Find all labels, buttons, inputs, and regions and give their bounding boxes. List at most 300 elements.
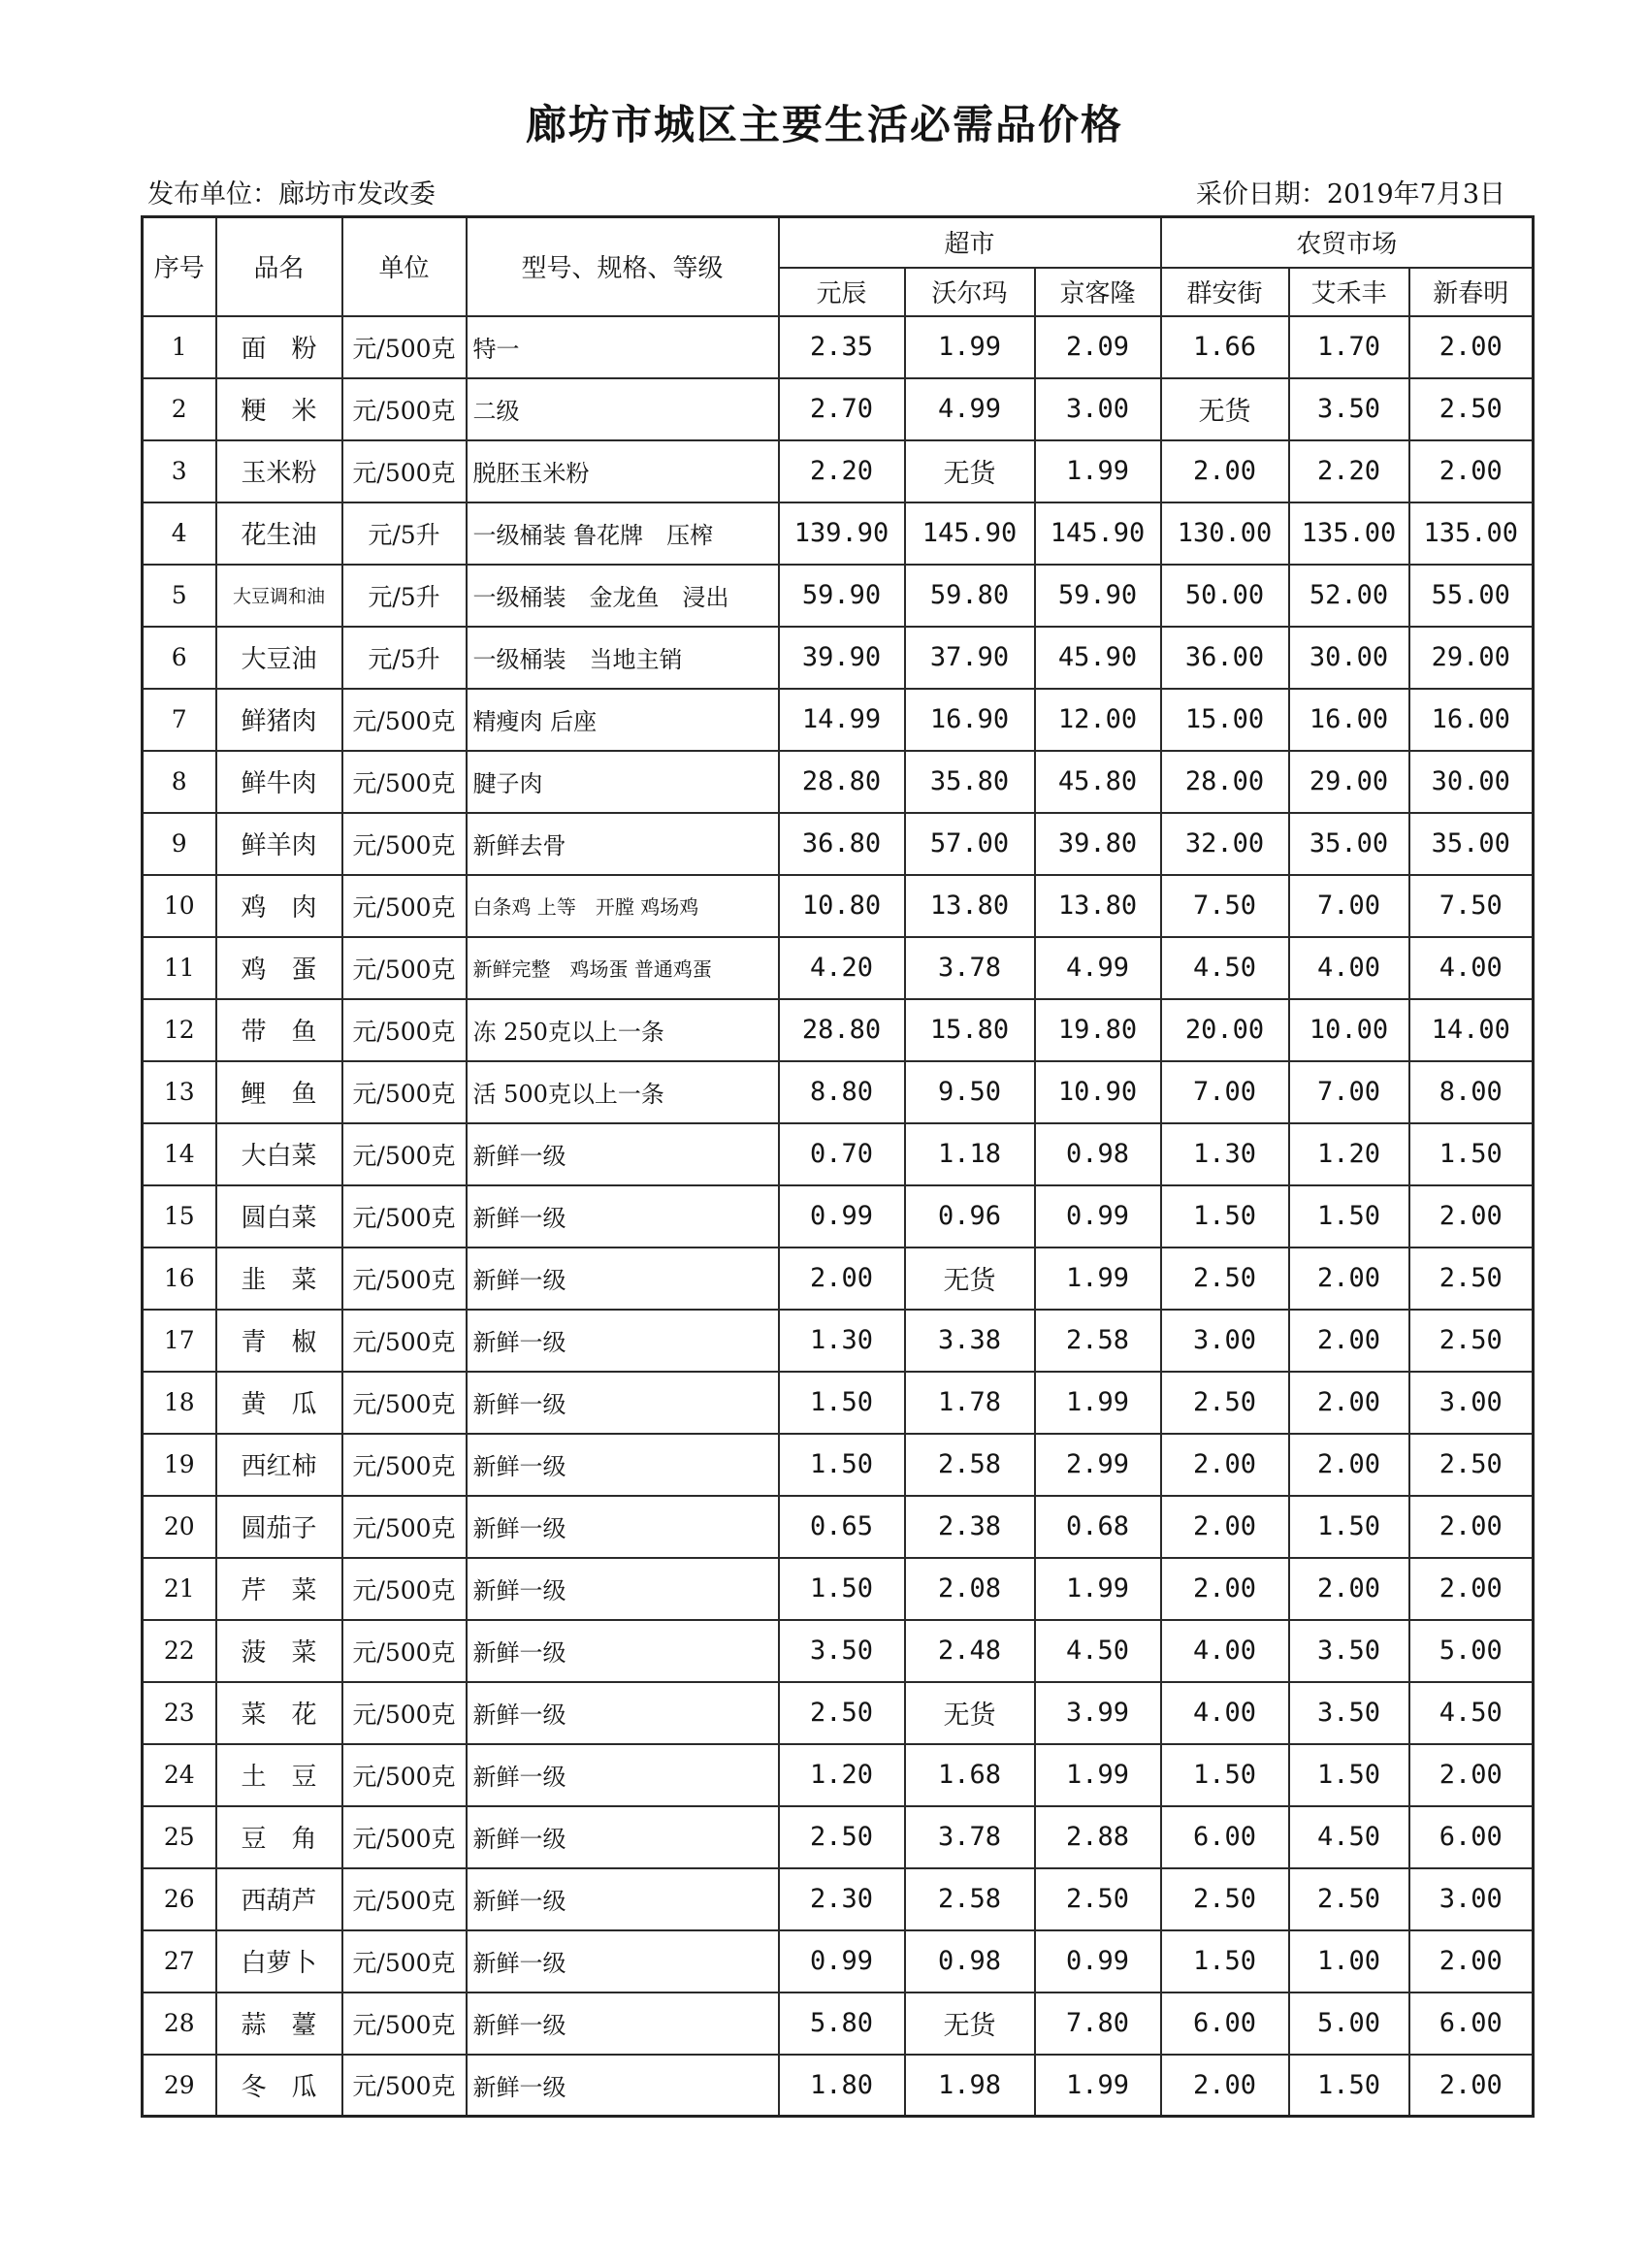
price-cell: 2.00 (1289, 1558, 1409, 1620)
table-row (143, 937, 1534, 999)
item-name: 冬 瓜 (216, 2055, 342, 2117)
item-spec: 新鲜一级 (467, 1372, 779, 1434)
price-cell: 130.00 (1161, 502, 1289, 565)
document-title: 廊坊市城区主要生活必需品价格 (525, 101, 1123, 148)
item-name: 豆 角 (216, 1806, 342, 1868)
price-cell: 59.80 (905, 565, 1035, 627)
price-cell: 2.20 (779, 440, 905, 502)
item-name: 大豆油 (216, 627, 342, 689)
price-cell: 3.78 (905, 1806, 1035, 1868)
item-spec: 一级桶装 金龙鱼 浸出 (467, 565, 779, 627)
table-row (143, 999, 1534, 1061)
item-name: 鸡 蛋 (216, 937, 342, 999)
price-cell: 2.09 (1035, 316, 1161, 378)
price-cell: 15.80 (905, 999, 1035, 1061)
item-spec: 新鲜一级 (467, 1806, 779, 1868)
price-cell: 3.50 (1289, 1682, 1409, 1744)
price-cell: 7.00 (1289, 875, 1409, 937)
item-spec: 新鲜一级 (467, 1558, 779, 1620)
item-name: 鲜猪肉 (216, 689, 342, 751)
price-cell: 2.00 (1289, 1247, 1409, 1310)
item-name: 韭 菜 (216, 1247, 342, 1310)
price-cell: 52.00 (1289, 565, 1409, 627)
price-cell: 1.50 (1161, 1744, 1289, 1806)
price-cell: 4.99 (905, 378, 1035, 440)
price-cell: 4.00 (1161, 1620, 1289, 1682)
header-farmers-market-group: 农贸市场 (1161, 217, 1534, 268)
price-cell: 1.68 (905, 1744, 1035, 1806)
row-index: 10 (143, 875, 216, 937)
price-cell: 2.38 (905, 1496, 1035, 1558)
row-index: 27 (143, 1930, 216, 1993)
price-cell: 7.50 (1161, 875, 1289, 937)
price-cell: 13.80 (905, 875, 1035, 937)
price-cell: 2.50 (1035, 1868, 1161, 1930)
table-row (143, 1434, 1534, 1496)
price-cell: 37.90 (905, 627, 1035, 689)
price-cell: 1.50 (1289, 1496, 1409, 1558)
table-row (143, 1185, 1534, 1247)
item-spec: 脱胚玉米粉 (467, 440, 779, 502)
item-name: 圆茄子 (216, 1496, 342, 1558)
item-unit: 元/500克 (342, 1123, 467, 1185)
price-cell: 无货 (905, 1682, 1035, 1744)
table-row (143, 1372, 1534, 1434)
table-row (143, 1868, 1534, 1930)
price-cell: 145.90 (1035, 502, 1161, 565)
price-cell: 32.00 (1161, 813, 1289, 875)
price-cell: 1.99 (1035, 1247, 1161, 1310)
row-index: 20 (143, 1496, 216, 1558)
price-cell: 0.70 (779, 1123, 905, 1185)
header-unit: 单位 (342, 217, 467, 316)
item-unit: 元/500克 (342, 689, 467, 751)
price-cell: 2.00 (1409, 1185, 1534, 1247)
price-cell: 0.96 (905, 1185, 1035, 1247)
item-name: 西葫芦 (216, 1868, 342, 1930)
item-unit: 元/500克 (342, 813, 467, 875)
price-cell: 0.99 (779, 1930, 905, 1993)
table-row (143, 1123, 1534, 1185)
price-cell: 1.30 (779, 1310, 905, 1372)
price-cell: 2.00 (1409, 1930, 1534, 1993)
item-name: 白萝卜 (216, 1930, 342, 1993)
price-cell: 2.50 (1409, 1310, 1534, 1372)
price-cell: 7.00 (1161, 1061, 1289, 1123)
row-index: 23 (143, 1682, 216, 1744)
price-cell: 3.00 (1035, 378, 1161, 440)
price-cell: 1.50 (779, 1558, 905, 1620)
price-cell: 1.50 (779, 1372, 905, 1434)
price-cell: 59.90 (1035, 565, 1161, 627)
row-index: 13 (143, 1061, 216, 1123)
price-cell: 8.80 (779, 1061, 905, 1123)
row-index: 28 (143, 1993, 216, 2055)
price-cell: 2.50 (1409, 378, 1534, 440)
item-unit: 元/500克 (342, 1930, 467, 1993)
price-cell: 8.00 (1409, 1061, 1534, 1123)
price-cell: 2.00 (1289, 1434, 1409, 1496)
price-cell: 1.50 (1289, 2055, 1409, 2117)
table-row (143, 689, 1534, 751)
price-cell: 2.00 (1161, 2055, 1289, 2117)
price-cell: 1.18 (905, 1123, 1035, 1185)
price-cell: 4.50 (1161, 937, 1289, 999)
table-row (143, 440, 1534, 502)
price-cell: 7.50 (1409, 875, 1534, 937)
price-cell: 2.00 (1161, 440, 1289, 502)
price-cell: 10.80 (779, 875, 905, 937)
publisher-label: 发布单位：廊坊市发改委 (147, 179, 436, 210)
price-cell: 5.80 (779, 1993, 905, 2055)
item-name: 青 椒 (216, 1310, 342, 1372)
item-spec: 新鲜一级 (467, 1682, 779, 1744)
price-cell: 35.80 (905, 751, 1035, 813)
row-index: 4 (143, 502, 216, 565)
price-cell: 2.50 (1289, 1868, 1409, 1930)
row-index: 7 (143, 689, 216, 751)
price-cell: 2.50 (1161, 1868, 1289, 1930)
price-cell: 36.00 (1161, 627, 1289, 689)
price-cell: 13.80 (1035, 875, 1161, 937)
price-cell: 3.00 (1409, 1868, 1534, 1930)
item-unit: 元/500克 (342, 378, 467, 440)
price-cell: 1.99 (1035, 2055, 1161, 2117)
item-spec: 特一 (467, 316, 779, 378)
price-cell: 19.80 (1035, 999, 1161, 1061)
price-cell: 39.80 (1035, 813, 1161, 875)
row-index: 5 (143, 565, 216, 627)
price-cell: 2.00 (1289, 1372, 1409, 1434)
price-cell: 3.50 (1289, 378, 1409, 440)
price-cell: 14.99 (779, 689, 905, 751)
price-cell: 135.00 (1289, 502, 1409, 565)
row-index: 29 (143, 2055, 216, 2117)
item-unit: 元/500克 (342, 1061, 467, 1123)
item-unit: 元/500克 (342, 1558, 467, 1620)
price-cell: 29.00 (1289, 751, 1409, 813)
price-cell: 3.50 (1289, 1620, 1409, 1682)
item-spec: 新鲜一级 (467, 2055, 779, 2117)
price-cell: 35.00 (1289, 813, 1409, 875)
price-cell: 6.00 (1409, 1993, 1534, 2055)
item-unit: 元/500克 (342, 1372, 467, 1434)
item-unit: 元/500克 (342, 1310, 467, 1372)
price-cell: 4.00 (1289, 937, 1409, 999)
price-cell: 39.90 (779, 627, 905, 689)
item-unit: 元/5升 (342, 502, 467, 565)
item-name: 鲜牛肉 (216, 751, 342, 813)
price-cell: 2.00 (1161, 1558, 1289, 1620)
price-cell: 2.58 (905, 1434, 1035, 1496)
price-cell: 2.48 (905, 1620, 1035, 1682)
price-cell: 4.99 (1035, 937, 1161, 999)
item-unit: 元/500克 (342, 1496, 467, 1558)
table-row (143, 316, 1534, 378)
table-row (143, 502, 1534, 565)
item-spec: 白条鸡 上等 开膛 鸡场鸡 (467, 875, 779, 937)
price-cell: 2.00 (1409, 1496, 1534, 1558)
price-cell: 3.38 (905, 1310, 1035, 1372)
item-unit: 元/500克 (342, 1682, 467, 1744)
row-index: 2 (143, 378, 216, 440)
price-cell: 2.00 (1289, 1310, 1409, 1372)
header-spec: 型号、规格、等级 (467, 217, 779, 316)
item-name: 菠 菜 (216, 1620, 342, 1682)
item-spec: 新鲜一级 (467, 1620, 779, 1682)
table-row (143, 1682, 1534, 1744)
item-name: 西红柿 (216, 1434, 342, 1496)
price-cell: 135.00 (1409, 502, 1534, 565)
price-cell: 1.30 (1161, 1123, 1289, 1185)
item-name: 大白菜 (216, 1123, 342, 1185)
item-name: 面 粉 (216, 316, 342, 378)
price-cell: 30.00 (1409, 751, 1534, 813)
price-cell: 1.99 (1035, 440, 1161, 502)
item-unit: 元/500克 (342, 1806, 467, 1868)
price-cell: 无货 (905, 440, 1035, 502)
price-cell: 28.80 (779, 999, 905, 1061)
row-index: 11 (143, 937, 216, 999)
price-cell: 1.98 (905, 2055, 1035, 2117)
header-supermarket-group: 超市 (779, 217, 1161, 268)
item-unit: 元/500克 (342, 440, 467, 502)
price-cell: 35.00 (1409, 813, 1534, 875)
item-spec: 新鲜一级 (467, 1185, 779, 1247)
price-cell: 14.00 (1409, 999, 1534, 1061)
item-unit: 元/500克 (342, 316, 467, 378)
item-spec: 新鲜一级 (467, 1434, 779, 1496)
header-market-jingkelong: 京客隆 (1035, 268, 1161, 316)
price-cell: 2.88 (1035, 1806, 1161, 1868)
price-cell: 2.00 (779, 1247, 905, 1310)
price-cell: 15.00 (1161, 689, 1289, 751)
price-cell: 57.00 (905, 813, 1035, 875)
price-cell: 2.50 (779, 1806, 905, 1868)
item-spec: 新鲜一级 (467, 1993, 779, 2055)
price-cell: 28.00 (1161, 751, 1289, 813)
price-cell: 16.90 (905, 689, 1035, 751)
header-market-yuanchen: 元辰 (779, 268, 905, 316)
table-row (143, 1744, 1534, 1806)
price-cell: 2.00 (1409, 1558, 1534, 1620)
table-row (143, 1993, 1534, 2055)
price-cell: 36.80 (779, 813, 905, 875)
row-index: 19 (143, 1434, 216, 1496)
header-market-qunanjie: 群安街 (1161, 268, 1289, 316)
price-cell: 6.00 (1161, 1806, 1289, 1868)
price-cell: 45.80 (1035, 751, 1161, 813)
row-index: 9 (143, 813, 216, 875)
row-index: 14 (143, 1123, 216, 1185)
price-cell: 2.00 (1409, 440, 1534, 502)
header-index: 序号 (143, 217, 216, 316)
item-name: 大豆调和油 (216, 565, 342, 627)
row-index: 26 (143, 1868, 216, 1930)
price-cell: 5.00 (1409, 1620, 1534, 1682)
item-unit: 元/500克 (342, 1993, 467, 2055)
price-cell: 45.90 (1035, 627, 1161, 689)
item-spec: 新鲜一级 (467, 1930, 779, 1993)
item-name: 蒜 薹 (216, 1993, 342, 2055)
item-name: 玉米粉 (216, 440, 342, 502)
price-cell: 4.00 (1161, 1682, 1289, 1744)
item-spec: 活 500克以上一条 (467, 1061, 779, 1123)
item-spec: 精瘦肉 后座 (467, 689, 779, 751)
price-cell: 7.00 (1289, 1061, 1409, 1123)
item-name: 鲤 鱼 (216, 1061, 342, 1123)
price-cell: 1.50 (1409, 1123, 1534, 1185)
price-cell: 145.90 (905, 502, 1035, 565)
price-cell: 1.50 (1289, 1185, 1409, 1247)
item-unit: 元/500克 (342, 1620, 467, 1682)
row-index: 25 (143, 1806, 216, 1868)
row-index: 16 (143, 1247, 216, 1310)
price-cell: 10.90 (1035, 1061, 1161, 1123)
item-unit: 元/500克 (342, 1434, 467, 1496)
item-spec: 二级 (467, 378, 779, 440)
item-spec: 冻 250克以上一条 (467, 999, 779, 1061)
price-cell: 4.50 (1035, 1620, 1161, 1682)
row-index: 3 (143, 440, 216, 502)
price-cell: 2.50 (1161, 1247, 1289, 1310)
table-row (143, 1930, 1534, 1993)
price-cell: 7.80 (1035, 1993, 1161, 2055)
item-name: 花生油 (216, 502, 342, 565)
item-name: 带 鱼 (216, 999, 342, 1061)
item-spec: 新鲜一级 (467, 1247, 779, 1310)
price-cell: 2.50 (1161, 1372, 1289, 1434)
price-cell: 0.65 (779, 1496, 905, 1558)
price-date-label: 采价日期：2019年7月3日 (1195, 179, 1505, 210)
price-cell: 12.00 (1035, 689, 1161, 751)
item-unit: 元/5升 (342, 565, 467, 627)
table-row (143, 378, 1534, 440)
item-unit: 元/500克 (342, 875, 467, 937)
price-cell: 2.00 (1161, 1434, 1289, 1496)
price-cell: 1.50 (779, 1434, 905, 1496)
price-cell: 3.78 (905, 937, 1035, 999)
item-name: 鸡 肉 (216, 875, 342, 937)
header-market-aihefeng: 艾禾丰 (1289, 268, 1409, 316)
price-cell: 2.50 (779, 1682, 905, 1744)
price-cell: 4.50 (1289, 1806, 1409, 1868)
price-cell: 16.00 (1289, 689, 1409, 751)
table-row (143, 1496, 1534, 1558)
item-name: 鲜羊肉 (216, 813, 342, 875)
table-row (143, 565, 1534, 627)
price-cell: 1.99 (905, 316, 1035, 378)
item-spec: 新鲜一级 (467, 1310, 779, 1372)
price-cell: 0.99 (1035, 1930, 1161, 1993)
item-name: 黄 瓜 (216, 1372, 342, 1434)
price-cell: 2.50 (1409, 1434, 1534, 1496)
price-cell: 2.99 (1035, 1434, 1161, 1496)
row-index: 24 (143, 1744, 216, 1806)
price-cell: 30.00 (1289, 627, 1409, 689)
price-cell: 59.90 (779, 565, 905, 627)
item-name: 土 豆 (216, 1744, 342, 1806)
price-cell: 9.50 (905, 1061, 1035, 1123)
price-cell: 4.20 (779, 937, 905, 999)
price-cell: 6.00 (1409, 1806, 1534, 1868)
price-cell: 无货 (905, 1993, 1035, 2055)
price-cell: 2.58 (905, 1868, 1035, 1930)
price-cell: 2.70 (779, 378, 905, 440)
price-cell: 1.00 (1289, 1930, 1409, 1993)
table-row (143, 875, 1534, 937)
header-market-xinchunming: 新春明 (1409, 268, 1534, 316)
price-cell: 28.80 (779, 751, 905, 813)
item-spec: 新鲜一级 (467, 1868, 779, 1930)
price-cell: 5.00 (1289, 1993, 1409, 2055)
table-row (143, 813, 1534, 875)
price-cell: 1.99 (1035, 1372, 1161, 1434)
price-cell: 6.00 (1161, 1993, 1289, 2055)
row-index: 15 (143, 1185, 216, 1247)
price-cell: 55.00 (1409, 565, 1534, 627)
row-index: 18 (143, 1372, 216, 1434)
price-cell: 1.50 (1161, 1185, 1289, 1247)
price-cell: 20.00 (1161, 999, 1289, 1061)
price-cell: 2.35 (779, 316, 905, 378)
item-name: 圆白菜 (216, 1185, 342, 1247)
price-cell: 1.20 (779, 1744, 905, 1806)
price-cell: 0.98 (905, 1930, 1035, 1993)
item-unit: 元/500克 (342, 1744, 467, 1806)
row-index: 17 (143, 1310, 216, 1372)
item-unit: 元/500克 (342, 2055, 467, 2117)
price-cell: 0.99 (779, 1185, 905, 1247)
price-cell: 2.08 (905, 1558, 1035, 1620)
price-cell: 1.99 (1035, 1558, 1161, 1620)
item-unit: 元/5升 (342, 627, 467, 689)
price-cell: 1.80 (779, 2055, 905, 2117)
row-index: 21 (143, 1558, 216, 1620)
item-unit: 元/500克 (342, 1868, 467, 1930)
price-cell: 2.00 (1409, 316, 1534, 378)
item-spec: 新鲜一级 (467, 1123, 779, 1185)
table-row (143, 751, 1534, 813)
table-row (143, 1310, 1534, 1372)
price-cell: 1.20 (1289, 1123, 1409, 1185)
price-cell: 2.00 (1409, 2055, 1534, 2117)
price-cell: 139.90 (779, 502, 905, 565)
price-cell: 无货 (905, 1247, 1035, 1310)
header-name: 品名 (216, 217, 342, 316)
table-row (143, 1806, 1534, 1868)
price-cell: 2.58 (1035, 1310, 1161, 1372)
table-row (143, 1558, 1534, 1620)
row-index: 6 (143, 627, 216, 689)
item-spec: 新鲜一级 (467, 1744, 779, 1806)
row-index: 1 (143, 316, 216, 378)
item-name: 粳 米 (216, 378, 342, 440)
price-cell: 4.00 (1409, 937, 1534, 999)
price-cell: 0.99 (1035, 1185, 1161, 1247)
item-name: 芹 菜 (216, 1558, 342, 1620)
table-row (143, 1620, 1534, 1682)
price-cell: 1.99 (1035, 1744, 1161, 1806)
price-cell: 1.50 (1161, 1930, 1289, 1993)
price-cell: 无货 (1161, 378, 1289, 440)
price-cell: 3.00 (1409, 1372, 1534, 1434)
price-cell: 2.50 (1409, 1247, 1534, 1310)
price-table (141, 215, 1535, 2118)
table-row (143, 1247, 1534, 1310)
price-cell: 29.00 (1409, 627, 1534, 689)
item-unit: 元/500克 (342, 751, 467, 813)
